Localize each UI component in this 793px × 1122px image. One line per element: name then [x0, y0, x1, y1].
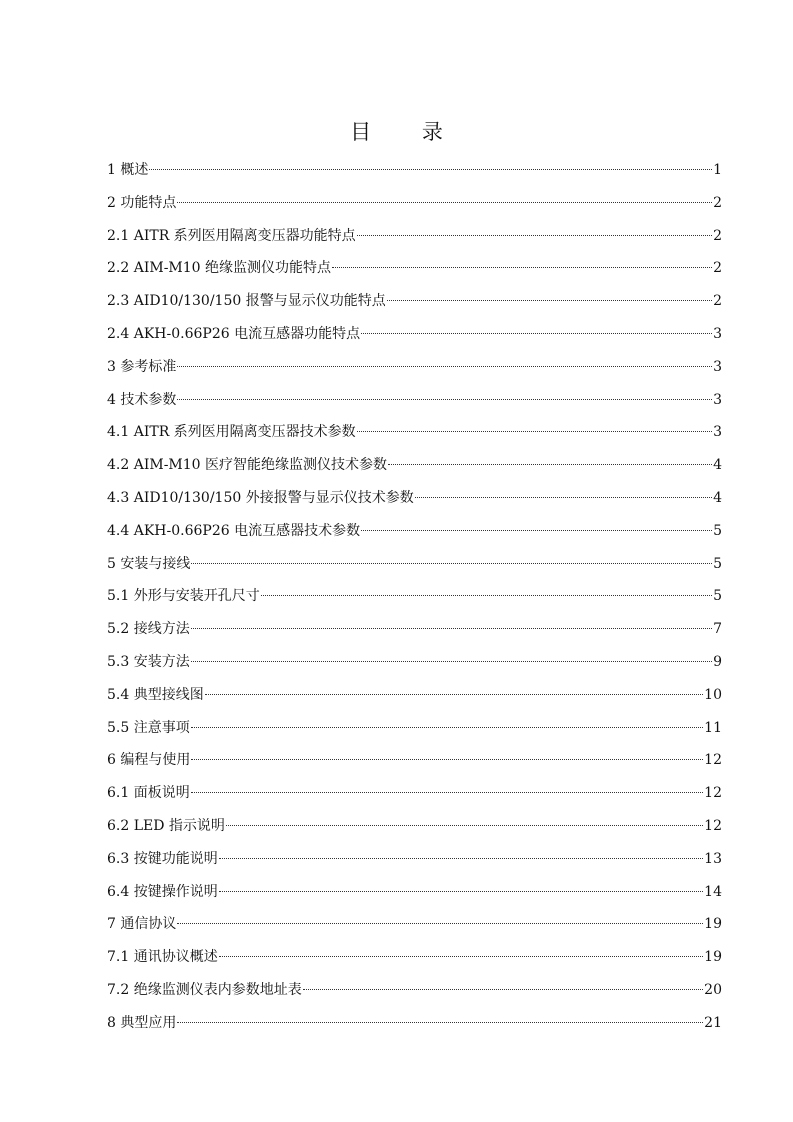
dot-leader: [219, 956, 703, 957]
toc-entry[interactable]: [107, 252, 722, 285]
toc-entry-label: 2.3 AID10/130/150 报警与显示仪功能特点: [107, 293, 386, 310]
toc-entry[interactable]: [107, 515, 722, 548]
toc-entry[interactable]: [107, 384, 722, 417]
toc-entry-label: 2.4 AKH-0.66P26 电流互感器功能特点: [107, 325, 361, 342]
dot-leader: [219, 891, 703, 892]
toc-entry-label: 5.1 外形与安装开孔尺寸: [107, 588, 260, 605]
toc-entry[interactable]: [107, 1007, 722, 1040]
dot-leader: [361, 333, 712, 334]
toc-entry-label: 8 典型应用: [107, 1014, 177, 1031]
toc-entry[interactable]: [107, 548, 722, 581]
toc-entry-label: 6.4 按键操作说明: [107, 883, 218, 900]
toc-entry[interactable]: [107, 449, 722, 482]
toc-entry[interactable]: [107, 318, 722, 351]
toc-entry-label: 5.5 注意事项: [107, 719, 190, 736]
toc-entry-label: 6.1 面板说明: [107, 785, 190, 802]
toc-entry-page-number: 12: [704, 752, 722, 769]
toc-entry-label: 6 编程与使用: [107, 752, 191, 769]
toc-entry-label: 2.2 AIM-M10 绝缘监测仪功能特点: [107, 260, 332, 277]
dot-leader: [357, 431, 712, 432]
dot-leader: [177, 202, 712, 203]
toc-entry[interactable]: [107, 744, 722, 777]
toc-entry[interactable]: [107, 712, 722, 745]
dot-leader: [177, 923, 703, 924]
table-of-contents: [107, 154, 722, 1040]
dot-leader: [177, 399, 712, 400]
toc-entry-page-number: 3: [713, 325, 722, 342]
toc-entry[interactable]: [107, 613, 722, 646]
toc-entry-label: 4 技术参数: [107, 391, 177, 408]
dot-leader: [191, 563, 712, 564]
dot-leader: [332, 267, 712, 268]
toc-entry-label: 2 功能特点: [107, 194, 177, 211]
toc-entry[interactable]: [107, 220, 722, 253]
dot-leader: [226, 825, 703, 826]
toc-entry-label: 3 参考标准: [107, 358, 177, 375]
toc-entry-label: 6.3 按键功能说明: [107, 850, 218, 867]
toc-entry[interactable]: [107, 580, 722, 613]
dot-leader: [205, 694, 703, 695]
toc-entry-page-number: 3: [713, 358, 722, 375]
dot-leader: [303, 989, 703, 990]
toc-entry-label: 7.2 绝缘监测仪表内参数地址表: [107, 981, 302, 998]
toc-entry-page-number: 2: [713, 260, 722, 277]
toc-entry-page-number: 19: [704, 916, 722, 933]
toc-entry[interactable]: [107, 416, 722, 449]
toc-entry-page-number: 9: [713, 653, 722, 670]
toc-entry-label: 4.1 AITR 系列医用隔离变压器技术参数: [107, 424, 356, 441]
toc-entry-page-number: 3: [713, 391, 722, 408]
toc-entry-page-number: 5: [713, 588, 722, 605]
toc-entry-page-number: 4: [713, 457, 722, 474]
dot-leader: [177, 366, 712, 367]
dot-leader: [415, 497, 712, 498]
toc-entry-label: 7 通信协议: [107, 916, 177, 933]
toc-entry-page-number: 3: [713, 424, 722, 441]
toc-entry-label: 1 概述: [107, 162, 149, 178]
toc-entry[interactable]: [107, 187, 722, 220]
toc-entry-label: 5 安装与接线: [107, 555, 191, 572]
toc-entry-page-number: 5: [713, 555, 722, 572]
dot-leader: [191, 661, 712, 662]
dot-leader: [361, 530, 712, 531]
toc-entry-page-number: 1: [713, 162, 722, 178]
dot-leader: [191, 792, 703, 793]
toc-entry-page-number: 14: [704, 883, 722, 900]
toc-entry-label: 6.2 LED 指示说明: [107, 817, 225, 834]
toc-entry-page-number: 11: [704, 719, 722, 736]
toc-entry-label: 7.1 通讯协议概述: [107, 949, 218, 966]
toc-entry[interactable]: [107, 777, 722, 810]
toc-entry-page-number: 10: [704, 686, 722, 703]
toc-entry[interactable]: [107, 154, 722, 187]
toc-entry-page-number: 12: [704, 817, 722, 834]
toc-entry[interactable]: [107, 482, 722, 515]
toc-entry[interactable]: [107, 679, 722, 712]
toc-entry-page-number: 12: [704, 785, 722, 802]
toc-entry-label: 5.3 安装方法: [107, 653, 190, 670]
toc-entry-page-number: 21: [704, 1014, 722, 1031]
toc-entry-page-number: 7: [713, 621, 722, 638]
toc-entry[interactable]: [107, 843, 722, 876]
dot-leader: [191, 759, 703, 760]
toc-entry-page-number: 19: [704, 949, 722, 966]
dot-leader: [388, 464, 712, 465]
toc-entry-label: 4.3 AID10/130/150 外接报警与显示仪技术参数: [107, 489, 414, 506]
toc-entry[interactable]: [107, 876, 722, 909]
toc-entry-page-number: 20: [704, 981, 722, 998]
dot-leader: [177, 1022, 703, 1023]
toc-entry[interactable]: [107, 974, 722, 1007]
toc-entry[interactable]: [107, 810, 722, 843]
toc-entry[interactable]: [107, 941, 722, 974]
toc-entry[interactable]: [107, 285, 722, 318]
toc-entry[interactable]: [107, 908, 722, 941]
toc-entry-page-number: 2: [713, 227, 722, 244]
toc-entry-page-number: 13: [704, 850, 722, 867]
toc-entry[interactable]: [107, 646, 722, 679]
dot-leader: [191, 727, 703, 728]
toc-entry-label: 2.1 AITR 系列医用隔离变压器功能特点: [107, 227, 356, 244]
toc-entry-page-number: 5: [713, 522, 722, 539]
toc-entry-page-number: 2: [713, 293, 722, 310]
toc-entry[interactable]: [107, 351, 722, 384]
dot-leader: [219, 858, 703, 859]
toc-entry-page-number: 4: [713, 489, 722, 506]
dot-leader: [261, 595, 712, 596]
dot-leader: [149, 169, 712, 170]
toc-entry-label: 4.2 AIM-M10 医疗智能绝缘监测仪技术参数: [107, 457, 388, 474]
dot-leader: [191, 628, 712, 629]
toc-entry-page-number: 2: [713, 194, 722, 211]
toc-entry-label: 4.4 AKH-0.66P26 电流互感器技术参数: [107, 522, 361, 539]
dot-leader: [387, 300, 712, 301]
toc-entry-label: 5.4 典型接线图: [107, 686, 204, 703]
toc-title: 目 录: [350, 120, 465, 144]
toc-entry-label: 5.2 接线方法: [107, 621, 190, 638]
dot-leader: [357, 235, 712, 236]
